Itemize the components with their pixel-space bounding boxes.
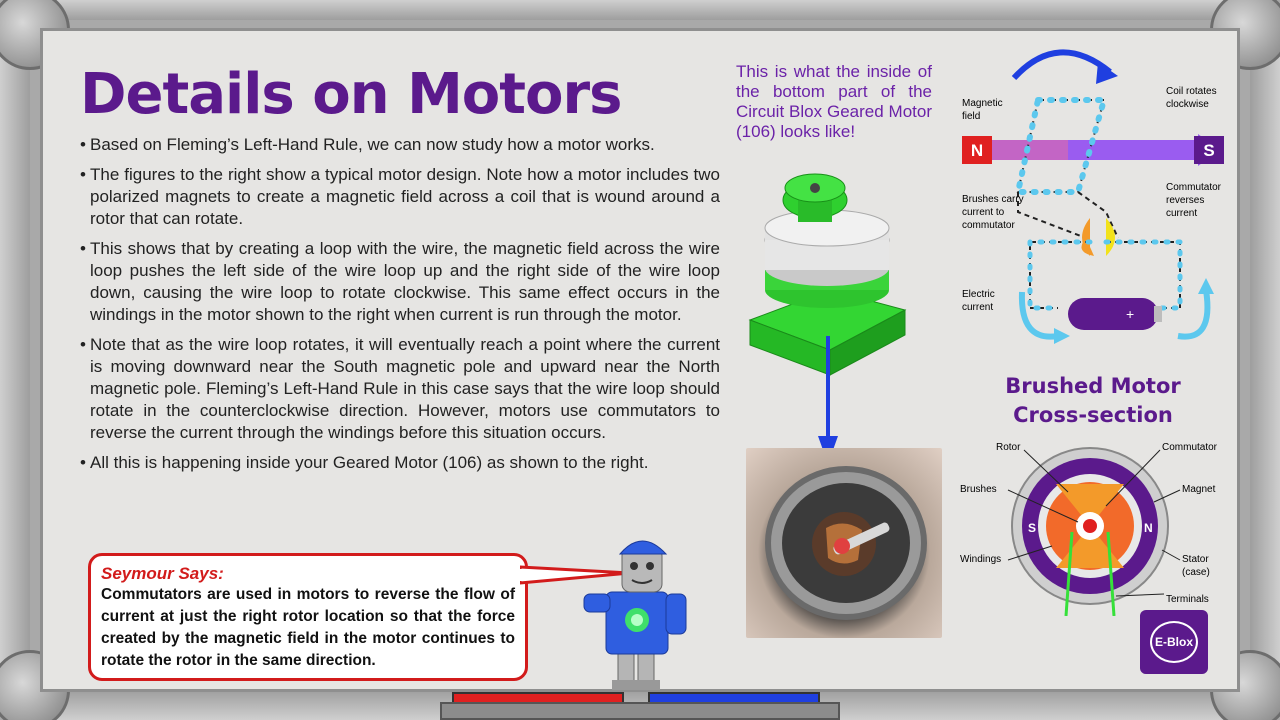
eblox-logo <box>1140 610 1208 674</box>
bullet-mark: • <box>80 239 86 258</box>
label-windings: Windings <box>960 554 1002 565</box>
bottom-tray <box>440 702 840 720</box>
label-coil-rotates-2: clockwise <box>1166 99 1209 110</box>
seymour-robot-image <box>580 530 690 690</box>
label-rotor: Rotor <box>996 442 1021 453</box>
eblox-logo-text: E-Blox <box>1150 621 1198 663</box>
bullet-mark: • <box>80 165 86 184</box>
cross-section-n-label: N <box>1144 521 1153 535</box>
bullet-mark: • <box>80 135 86 154</box>
brushed-motor-cross-section <box>956 436 1226 616</box>
south-label: S <box>1203 141 1215 160</box>
north-label: N <box>970 141 984 160</box>
battery-plus: + <box>1126 306 1135 322</box>
seymour-title: Seymour Says: <box>101 564 224 583</box>
label-brushes-carry-1: Brushes carry <box>962 194 1024 205</box>
seymour-callout <box>88 553 528 681</box>
label-magnetic-field-1: Magnetic <box>962 98 1003 109</box>
label-electric-current-1: Electric <box>962 289 995 300</box>
bullet-item <box>80 452 720 474</box>
bullet-mark: • <box>80 335 86 354</box>
page-title: Details on Motors <box>80 62 622 127</box>
inside-motor-caption: This is what the inside of the bottom part of the Circuit Blox Geared Motor (106) looks like! <box>736 62 932 141</box>
battery <box>1068 298 1158 330</box>
bullet-text: All this is happening inside your Geared Motor (106) as shown to the right. <box>90 453 649 472</box>
label-stator-2: (case) <box>1182 567 1210 578</box>
bullet-item <box>80 238 720 326</box>
bullet-text: Note that as the wire loop rotates, it will eventually reach a point where the current is moving downward near the South magnetic pole and upward near the North magnetic pole. Fleming’s Left-Hand Rule in this case says that the wire loop should rotate in the counterclockwise direction. However, motors use commutators to reverse the current through the windings before this situation occurs. <box>90 335 720 442</box>
label-stator-1: Stator <box>1182 554 1209 565</box>
bullet-text: This shows that by creating a loop with the wire, the magnetic field across the wire loop pushes the left side of the wire loop up and the right side of the wire loop down, causing the wire loop to rotate clockwise. This same effect occurs in the windings in the motor shown to the right when current is run through the motor. <box>90 239 720 324</box>
bullet-item <box>80 334 720 444</box>
bullet-text: The figures to the right show a typical motor design. Note how a motor includes two polarized magnets to create a magnetic field across a coil that is wound around a rotor that can rotate. <box>90 165 720 228</box>
cross-section-title-line1: Brushed Motor <box>1005 374 1181 398</box>
cross-section-title-line2: Cross-section <box>1013 403 1173 427</box>
bullet-item <box>80 134 720 156</box>
label-terminals: Terminals <box>1166 594 1209 605</box>
seymour-text: Commutators are used in motors to reverse the flow of current at just the right rotor location so that the force created by the magnetic field in the motor continues to rotate the rotor in the same direction. <box>101 586 515 669</box>
motor-inside-photo <box>746 448 942 638</box>
label-commutator-reverses-3: current <box>1166 208 1198 219</box>
label-brushes-carry-3: commutator <box>962 220 1015 231</box>
label-brushes-carry-2: current to <box>962 207 1005 218</box>
cross-section-title <box>988 372 1198 430</box>
label-coil-rotates-1: Coil rotates <box>1166 86 1217 97</box>
label-commutator-reverses-2: reverses <box>1166 195 1205 206</box>
frame-rail-left <box>0 20 30 690</box>
down-arrow <box>818 336 838 466</box>
label-magnet: Magnet <box>1182 484 1216 495</box>
motor-principle-diagram <box>958 42 1228 362</box>
label-commutator-reverses-1: Commutator <box>1166 182 1222 193</box>
label-brushes: Brushes <box>960 484 997 495</box>
bullet-mark: • <box>80 453 86 472</box>
label-commutator: Commutator <box>1162 442 1218 453</box>
frame-rail-right <box>1250 20 1280 690</box>
bullet-list <box>80 134 720 482</box>
label-electric-current-2: current <box>962 302 994 313</box>
label-magnetic-field-2: field <box>962 111 981 122</box>
frame-rail-top <box>30 0 1250 20</box>
bullet-item <box>80 164 720 230</box>
motor-inside-drawing <box>746 448 942 638</box>
cross-section-s-label: S <box>1028 521 1037 535</box>
bullet-text: Based on Fleming’s Left-Hand Rule, we can now study how a motor works. <box>90 135 655 154</box>
